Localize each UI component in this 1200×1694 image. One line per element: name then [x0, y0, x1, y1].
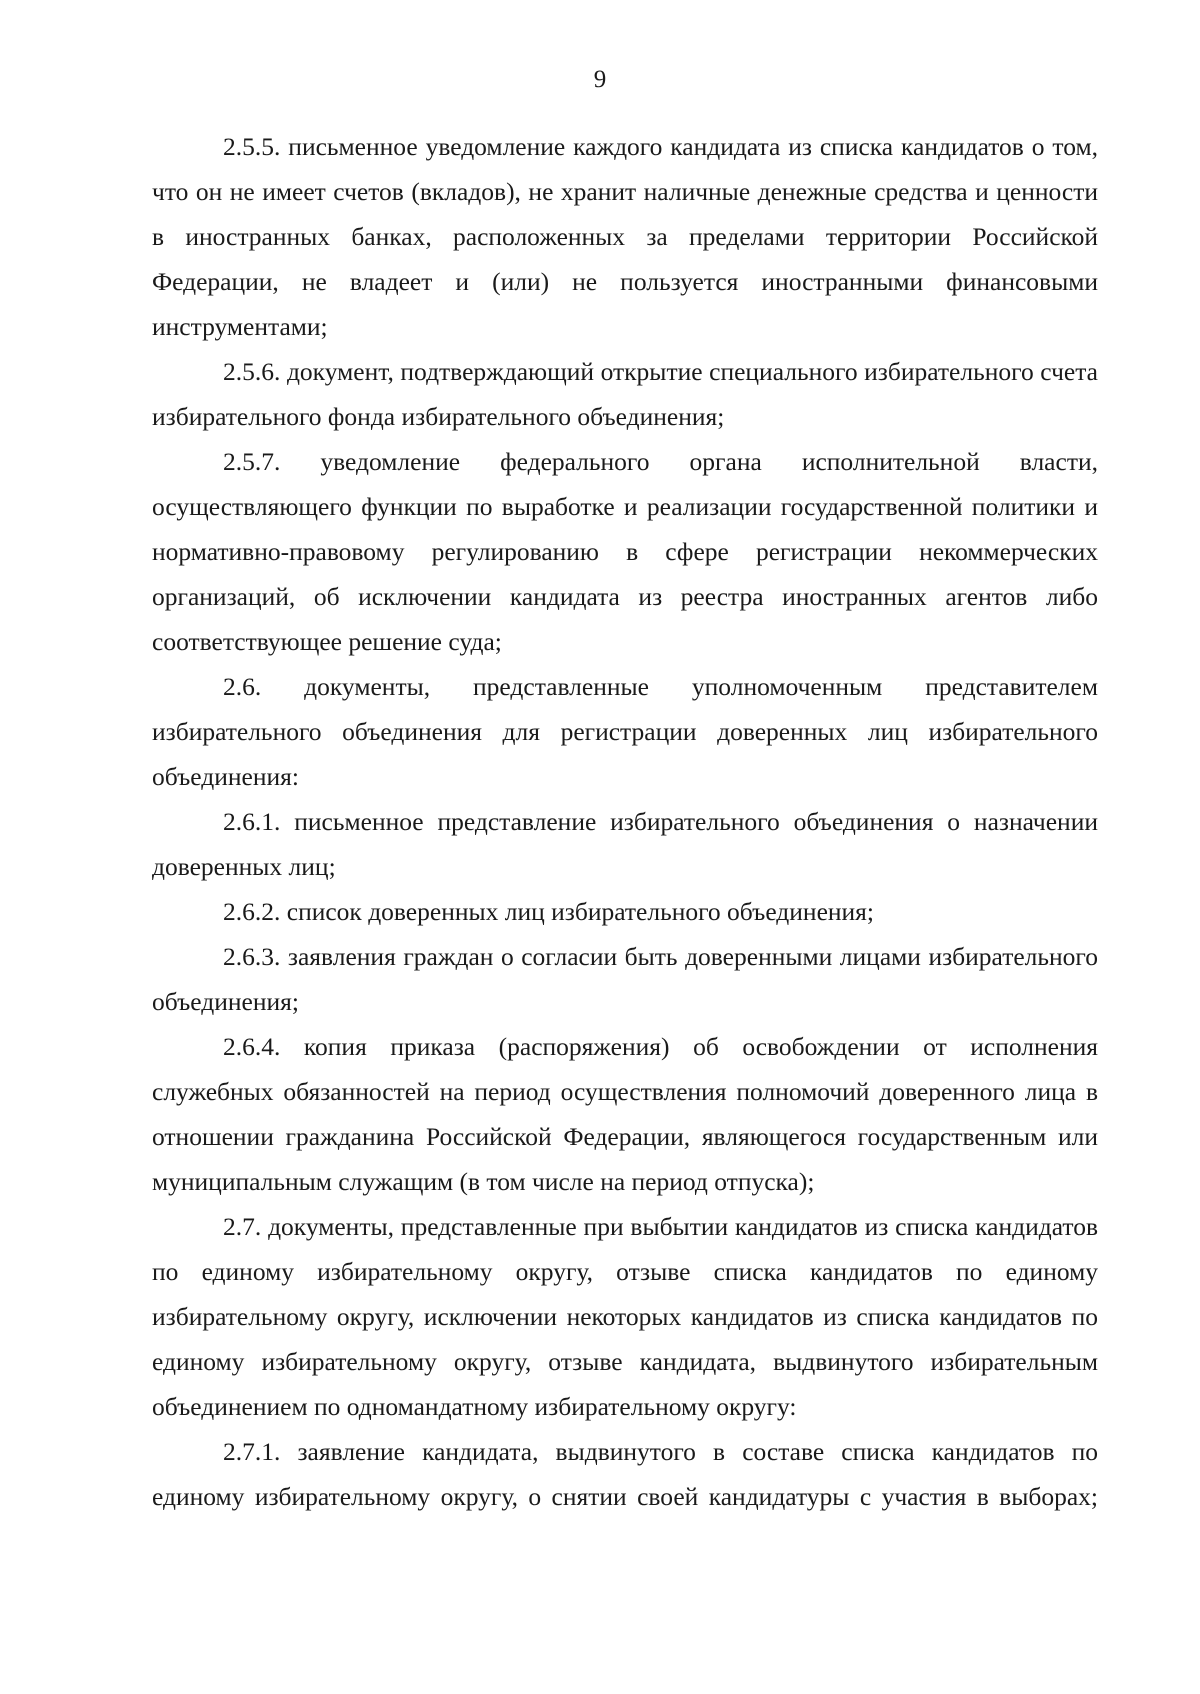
page-number: 9: [593, 66, 607, 93]
paragraph-2-5-7: 2.5.7. уведомление федерального органа исполнительной власти, осуществляющего функции по выработке и реализации государственной политики и нормативно-правовому регулированию в сфере регистрации некоммерческих организаций, об исключении кандидата из реестра иностранных агентов либо соответствующее решение суда;: [152, 447, 1098, 656]
paragraph-2-6-2: 2.6.2. список доверенных лиц избирательного объединения;: [223, 897, 874, 926]
paragraph-2-5-6: 2.5.6. документ, подтверждающий открытие специального избирательного счета избирательного фонда избирательного объединения;: [152, 357, 1098, 431]
paragraph-2-6-1: 2.6.1. письменное представление избирательного объединения о назначении доверенных лиц;: [152, 807, 1098, 881]
document-body: [152, 124, 1098, 1519]
paragraph-2-6: 2.6. документы, представленные уполномоченным представителем избирательного объединения для регистрации доверенных лиц избирательного объединения:: [152, 672, 1098, 791]
paragraph-2-5-5: 2.5.5. письменное уведомление каждого кандидата из списка кандидатов о том, что он не имеет счетов (вкладов), не хранит наличные денежные средства и ценности в иностранных банках, расположенных за пределами территории Российской Федерации, не владеет и (или) не пользуется иностранными финансовыми инструментами;: [152, 132, 1098, 341]
paragraph-2-6-3: 2.6.3. заявления граждан о согласии быть доверенными лицами избирательного объединения;: [152, 942, 1098, 1016]
paragraph-2-7-1: 2.7.1. заявление кандидата, выдвинутого в составе списка кандидатов по единому избирательному округу, о снятии своей кандидатуры с участия в выборах;: [152, 1437, 1098, 1511]
paragraph-2-7: 2.7. документы, представленные при выбытии кандидатов из списка кандидатов по единому избирательному округу, отзыве списка кандидатов по единому избирательному округу, исключении некоторых кандидатов из списка кандидатов по единому избирательному округу, отзыве кандидата, выдвинутого избирательным объединением по одномандатному избирательному округу:: [152, 1212, 1098, 1421]
paragraph-2-6-4: 2.6.4. копия приказа (распоряжения) об освобождении от исполнения служебных обязанностей на период осуществления полномочий доверенного лица в отношении гражданина Российской Федерации, являющегося государственным или муниципальным служащим (в том числе на период отпуска);: [152, 1032, 1098, 1196]
